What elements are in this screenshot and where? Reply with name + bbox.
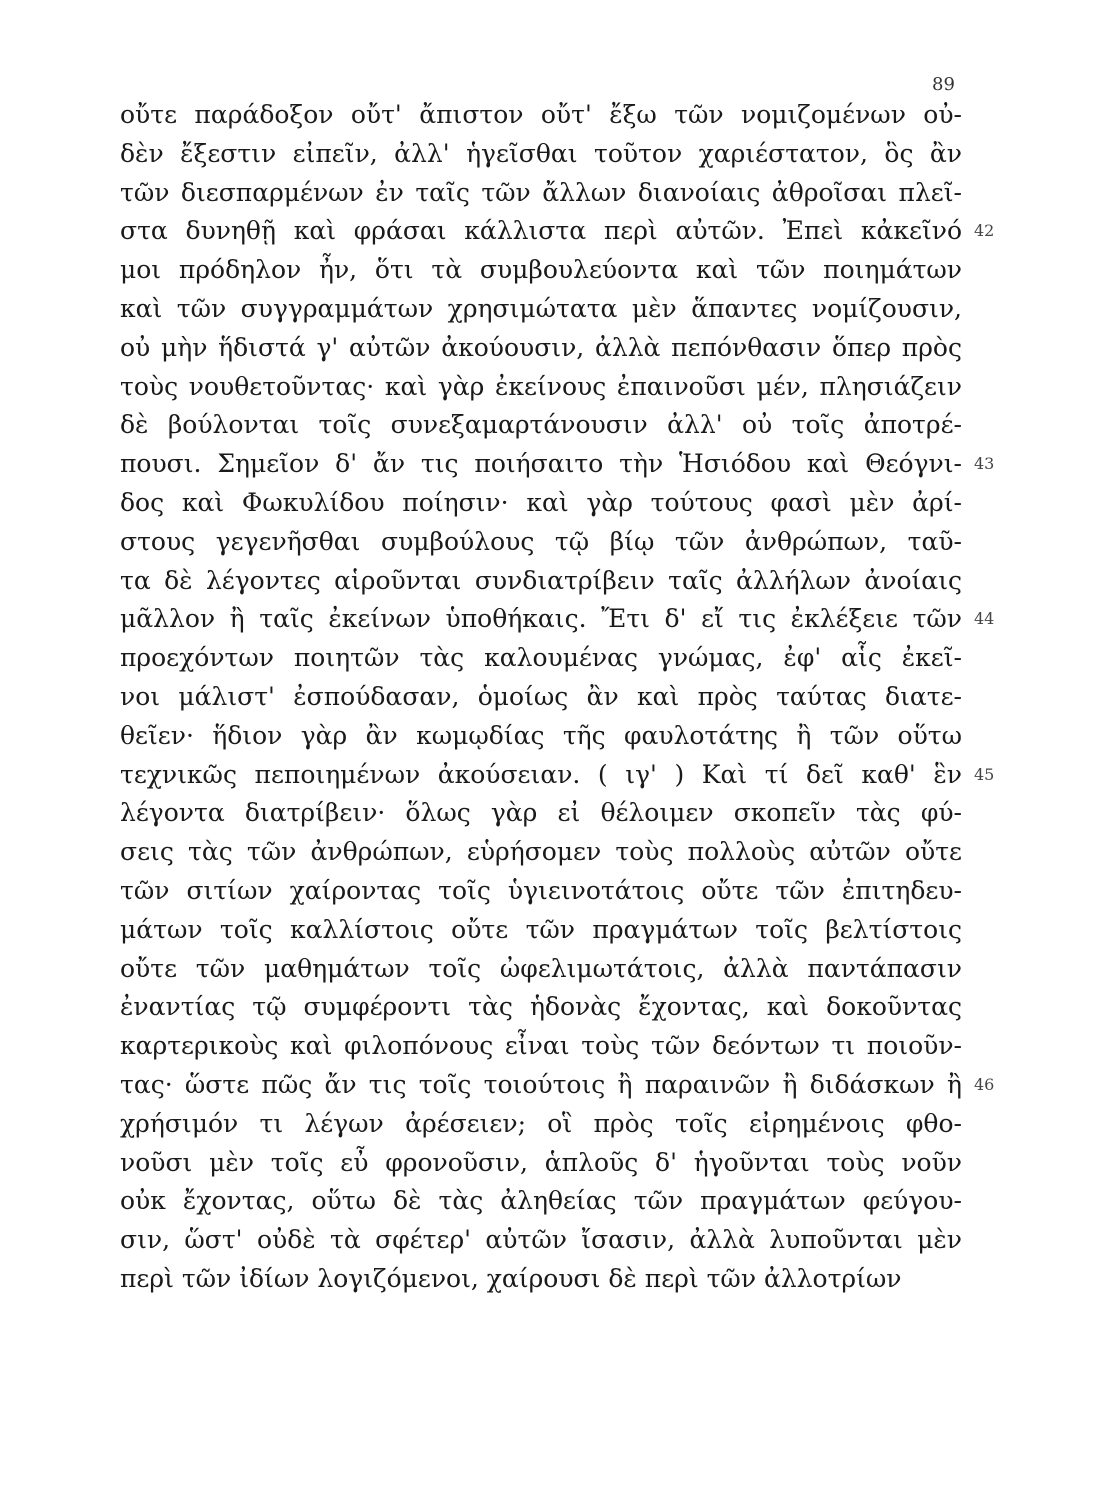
line-text: οὐκ ἔχοντας, οὕτω δὲ τὰς ἀληθείας τῶν πραγμάτων φεύγου- bbox=[120, 1186, 962, 1216]
section-margin-number: 44 bbox=[974, 609, 995, 629]
text-line bbox=[120, 96, 962, 135]
text-line bbox=[120, 1221, 962, 1260]
text-line bbox=[120, 872, 962, 911]
page-number: 89 bbox=[932, 74, 955, 95]
text-line bbox=[120, 329, 962, 368]
text-line bbox=[120, 717, 962, 756]
line-text: νοι μάλιστ' ἐσπούδασαν, ὁμοίως ἂν καὶ πρὸς ταύτας διατε- bbox=[120, 681, 962, 711]
text-line bbox=[120, 290, 962, 329]
line-text: δος καὶ Φωκυλίδου ποίησιν· καὶ γὰρ τούτους φασὶ μὲν ἀρί- bbox=[120, 487, 962, 517]
line-text: στα δυνηθῇ καὶ φράσαι κάλλιστα περὶ αὐτῶν. Ἐπεὶ κἀκεῖνό bbox=[120, 216, 962, 246]
section-margin-number: 42 bbox=[974, 221, 995, 241]
text-line bbox=[120, 445, 995, 484]
line-text: ἐναντίας τῷ συμφέροντι τὰς ἡδονὰς ἔχοντας, καὶ δοκοῦντας bbox=[120, 992, 962, 1022]
line-text: σιν, ὥστ' οὐδὲ τὰ σφέτερ' αὐτῶν ἴσασιν, ἀλλὰ λυποῦνται μὲν bbox=[120, 1225, 962, 1255]
line-text: νοῦσι μὲν τοῖς εὖ φρονοῦσιν, ἁπλοῦς δ' ἡγοῦνται τοὺς νοῦν bbox=[120, 1147, 962, 1177]
line-text: περὶ τῶν ἰδίων λογιζόμενοι, χαίρουσι δὲ περὶ τῶν ἀλλοτρίων bbox=[120, 1263, 902, 1293]
text-line bbox=[120, 562, 962, 601]
line-text: θεῖεν· ἥδιον γὰρ ἂν κωμῳδίας τῆς φαυλοτάτης ἢ τῶν οὕτω bbox=[120, 720, 962, 750]
line-text: τα δὲ λέγοντες αἱροῦνται συνδιατρίβειν ταῖς ἀλλήλων ἀνοίαις bbox=[120, 565, 962, 595]
text-line bbox=[120, 833, 962, 872]
text-line bbox=[120, 1144, 962, 1183]
text-line bbox=[120, 794, 962, 833]
text-line bbox=[120, 678, 962, 717]
line-text: οὐ μὴν ἥδιστά γ' αὐτῶν ἀκούουσιν, ἀλλὰ πεπόνθασιν ὅπερ πρὸς bbox=[120, 332, 962, 362]
text-line bbox=[120, 756, 995, 795]
text-line bbox=[120, 911, 962, 950]
text-line bbox=[120, 251, 962, 290]
text-line bbox=[120, 1066, 995, 1105]
text-line bbox=[120, 600, 995, 639]
text-line bbox=[120, 212, 995, 251]
line-text: οὔτε τῶν μαθημάτων τοῖς ὠφελιμωτάτοις, ἀλλὰ παντάπασιν bbox=[120, 953, 962, 983]
line-text: σεις τὰς τῶν ἀνθρώπων, εὑρήσομεν τοὺς πολλοὺς αὐτῶν οὔτε bbox=[120, 837, 962, 867]
text-line bbox=[120, 1105, 962, 1144]
line-text: μάτων τοῖς καλλίστοις οὔτε τῶν πραγμάτων τοῖς βελτίστοις bbox=[120, 914, 962, 944]
text-body bbox=[120, 96, 995, 1299]
text-line bbox=[120, 406, 962, 445]
line-text: τοὺς νουθετοῦντας· καὶ γὰρ ἐκείνους ἐπαινοῦσι μέν, πλησιάζειν bbox=[120, 371, 962, 401]
line-text: πουσι. Σημεῖον δ' ἄν τις ποιήσαιτο τὴν Ἡσιόδου καὶ Θεόγνι- bbox=[120, 449, 962, 479]
text-line bbox=[120, 988, 962, 1027]
line-text: καρτερικοὺς καὶ φιλοπόνους εἶναι τοὺς τῶν δεόντων τι ποιοῦν- bbox=[120, 1031, 962, 1061]
text-line bbox=[120, 484, 962, 523]
line-text: προεχόντων ποιητῶν τὰς καλουμένας γνώμας, ἐφ' αἷς ἐκεῖ- bbox=[120, 643, 962, 673]
text-line bbox=[120, 368, 962, 407]
text-line bbox=[120, 523, 962, 562]
line-text: μᾶλλον ἢ ταῖς ἐκείνων ὑποθήκαις. Ἔτι δ' εἴ τις ἐκλέξειε τῶν bbox=[120, 604, 962, 634]
text-line bbox=[120, 1260, 962, 1299]
line-text: δὲ βούλονται τοῖς συνεξαμαρτάνουσιν ἀλλ' οὐ τοῖς ἀποτρέ- bbox=[120, 410, 962, 440]
line-text: δὲν ἔξεστιν εἰπεῖν, ἀλλ' ἡγεῖσθαι τοῦτον χαριέστατον, ὃς ἂν bbox=[120, 138, 962, 168]
line-text: τῶν διεσπαρμένων ἐν ταῖς τῶν ἄλλων διανοίαις ἀθροῖσαι πλεῖ- bbox=[120, 177, 962, 207]
text-line bbox=[120, 950, 962, 989]
line-text: τῶν σιτίων χαίροντας τοῖς ὑγιεινοτάτοις οὔτε τῶν ἐπιτηδευ- bbox=[120, 875, 962, 905]
text-line bbox=[120, 1182, 962, 1221]
section-margin-number: 46 bbox=[974, 1074, 995, 1094]
section-margin-number: 43 bbox=[974, 454, 995, 474]
line-text: χρήσιμόν τι λέγων ἀρέσειεν; οἳ πρὸς τοῖς εἰρημένοις φθο- bbox=[120, 1108, 962, 1138]
line-text: τας· ὥστε πῶς ἄν τις τοῖς τοιούτοις ἢ παραινῶν ἢ διδάσκων ἢ bbox=[120, 1069, 962, 1099]
text-line bbox=[120, 1027, 962, 1066]
line-text: τεχνικῶς πεποιημένων ἀκούσειαν. ( ιγ' ) Καὶ τί δεῖ καθ' ἓν bbox=[120, 759, 962, 789]
line-text: λέγοντα διατρίβειν· ὅλως γὰρ εἰ θέλοιμεν σκοπεῖν τὰς φύ- bbox=[120, 798, 962, 828]
line-text: οὔτε παράδοξον οὔτ' ἄπιστον οὔτ' ἔξω τῶν νομιζομένων οὐ- bbox=[120, 100, 962, 129]
line-text: μοι πρόδηλον ἦν, ὅτι τὰ συμβουλεύοντα καὶ τῶν ποιημάτων bbox=[120, 255, 962, 285]
line-text: στους γεγενῆσθαι συμβούλους τῷ βίῳ τῶν ἀνθρώπων, ταῦ- bbox=[120, 526, 962, 556]
section-margin-number: 45 bbox=[974, 764, 995, 784]
line-text: καὶ τῶν συγγραμμάτων χρησιμώτατα μὲν ἅπαντες νομίζουσιν, bbox=[120, 293, 962, 323]
text-line bbox=[120, 174, 962, 213]
text-line bbox=[120, 135, 962, 174]
text-line bbox=[120, 639, 962, 678]
